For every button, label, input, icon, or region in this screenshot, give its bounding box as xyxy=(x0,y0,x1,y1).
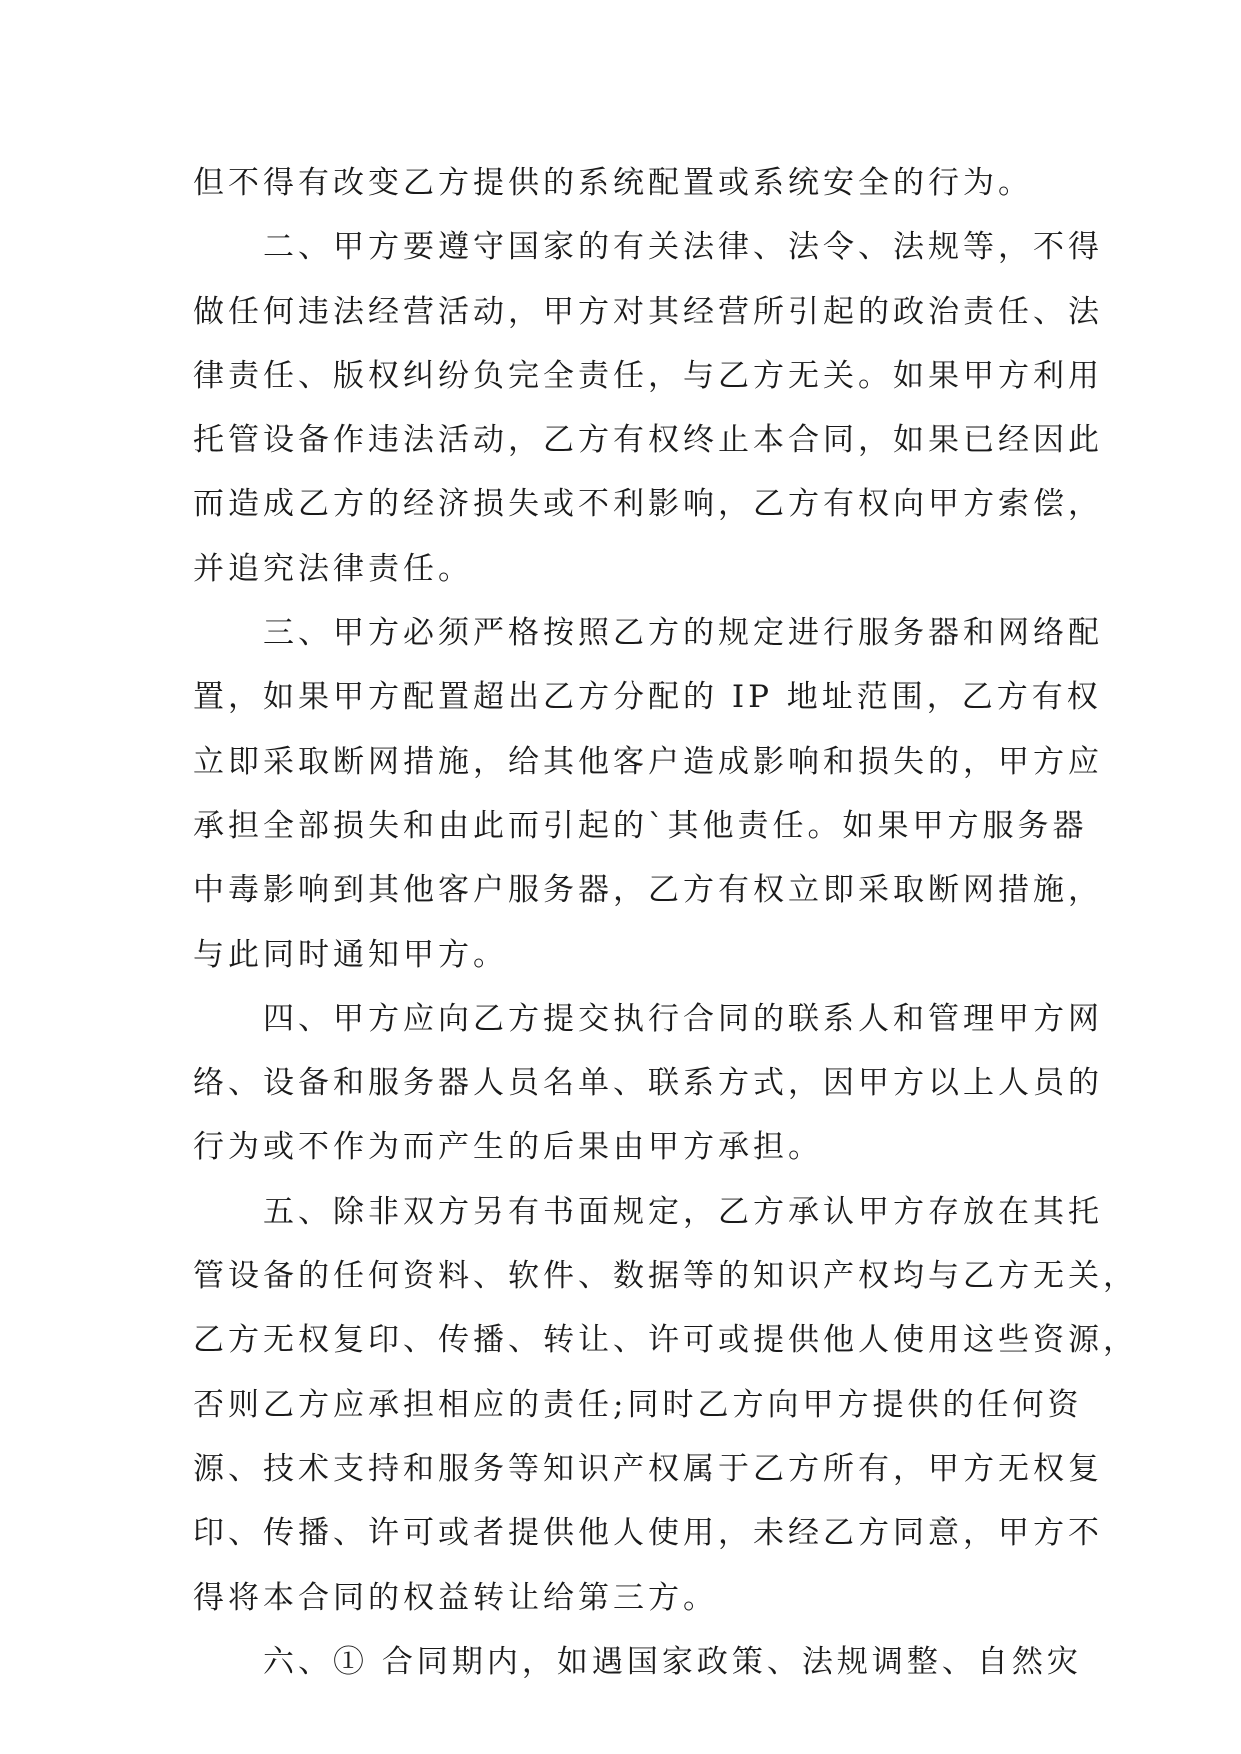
text-line: 乙方无权复印、传播、转让、许可或提供他人使用这些资源， xyxy=(193,1322,1138,1359)
text-line: 否则乙方应承担相应的责任;同时乙方向甲方提供的任何资 xyxy=(193,1386,1083,1423)
text-line: 立即采取断网措施，给其他客户造成影响和损失的，甲方应 xyxy=(193,743,1103,780)
text-line: 律责任、版权纠纷负完全责任，与乙方无关。如果甲方利用 xyxy=(193,357,1103,394)
text-line: 三、甲方必须严格按照乙方的规定进行服务器和网络配 xyxy=(193,615,1103,652)
text-line: 但不得有改变乙方提供的系统配置或系统安全的行为。 xyxy=(193,165,1033,201)
text-line: 而造成乙方的经济损失或不利影响，乙方有权向甲方索偿， xyxy=(193,486,1103,523)
text-line: 与此同时通知甲方。 xyxy=(193,936,508,973)
text-line: 置，如果甲方配置超出乙方分配的 IP 地址范围，乙方有权 xyxy=(193,679,1102,716)
text-line: 托管设备作违法活动，乙方有权终止本合同，如果已经因此 xyxy=(193,422,1103,459)
text-line: 四、甲方应向乙方提交执行合同的联系人和管理甲方网 xyxy=(193,1000,1103,1037)
text-line: 五、除非双方另有书面规定，乙方承认甲方存放在其托 xyxy=(193,1193,1103,1230)
text-line: 并追究法律责任。 xyxy=(193,550,473,587)
text-line: 二、甲方要遵守国家的有关法律、法令、法规等，不得 xyxy=(193,229,1103,266)
text-line: 行为或不作为而产生的后果由甲方承担。 xyxy=(193,1129,823,1166)
text-line: 源、技术支持和服务等知识产权属于乙方所有，甲方无权复 xyxy=(193,1450,1103,1487)
text-line: 中毒影响到其他客户服务器，乙方有权立即采取断网措施， xyxy=(193,872,1103,909)
contract-body-text xyxy=(193,151,1138,1694)
text-line: 络、设备和服务器人员名单、联系方式，因甲方以上人员的 xyxy=(193,1065,1103,1102)
text-line: 得将本合同的权益转让给第三方。 xyxy=(193,1579,718,1616)
text-line: 印、传播、许可或者提供他人使用，未经乙方同意，甲方不 xyxy=(193,1515,1103,1552)
text-line: 做任何违法经营活动，甲方对其经营所引起的政治责任、法 xyxy=(193,293,1103,330)
text-line: 六、① 合同期内，如遇国家政策、法规调整、自然灾 xyxy=(193,1643,1082,1680)
text-line: 承担全部损失和由此而引起的`其他责任。如果甲方服务器 xyxy=(193,807,1088,844)
text-line: 管设备的任何资料、软件、数据等的知识产权均与乙方无关， xyxy=(193,1258,1138,1295)
